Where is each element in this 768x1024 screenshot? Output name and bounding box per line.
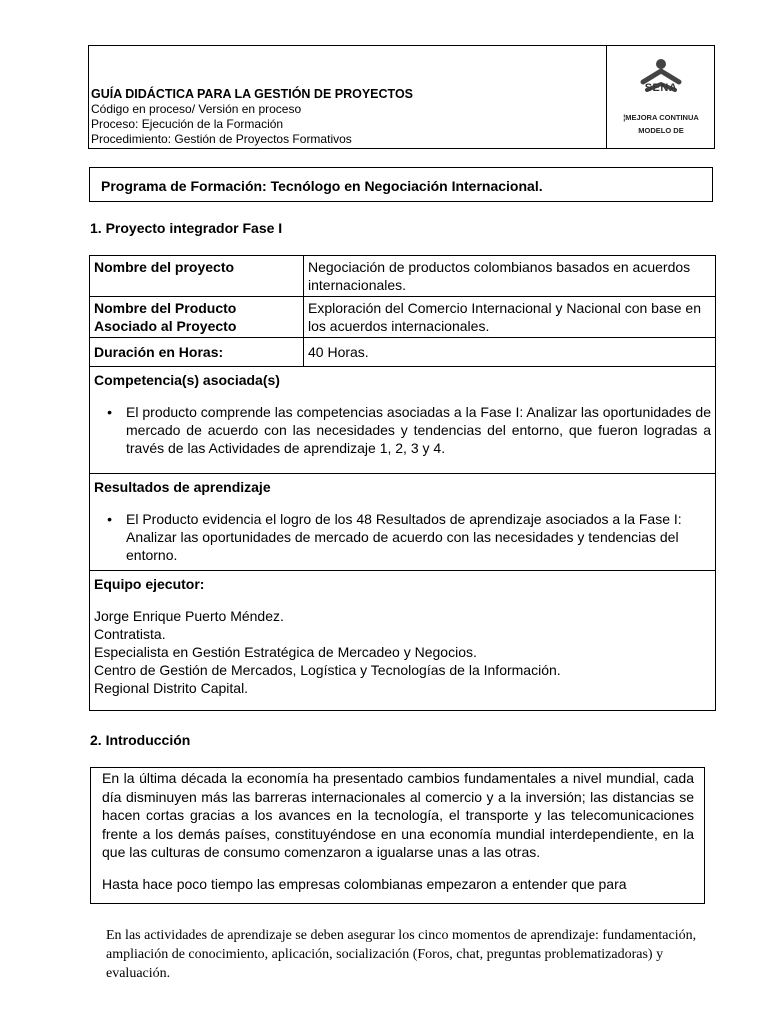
resultados-text: El Producto evidencia el logro de los 48 Resultados de aprendizaje asociados a la Fase I: Analizar las oportunidades de mercado de acuerdo con las necesidades y tendencias del entorno. (126, 511, 682, 563)
equipo-line: Contratista. (94, 626, 166, 642)
introduction-box (90, 767, 705, 904)
equipo-line: Centro de Gestión de Mercados, Logística y Tecnologías de la Información. (94, 662, 561, 678)
logo-tagline-1: ¦MEJORA CONTINUA (623, 113, 699, 122)
row-value: Negociación de productos colombianos basados en acuerdos internacionales. (304, 256, 716, 297)
resultados-cell (90, 474, 716, 571)
logo-brand: SENA (644, 82, 678, 94)
competencias-text: El producto comprende las competencias asociadas a la Fase I: Analizar las oportunidades de mercado de acuerdo con las necesidades y tendencias del entorno, que fueron logradas a través de las Actividades de aprendizaje 1, 2, 3 y 4. (126, 404, 711, 456)
document-header (88, 45, 715, 149)
table-row (90, 297, 716, 338)
intro-paragraph: En la última década la economía ha presentado cambios fundamentales a nivel mundial, cada día disminuyen más las barreras internacionales al comercio y a la inversión; las distancias se hacen cortas gracias a los avances en la tecnología, el transporte y las telecomunicaciones frente a los demás países, constituyéndose en una economía mundial interdependiente, en la que las culturas de consumo comenzaron a igualarse unas a las otras. (102, 770, 694, 860)
header-line-process: Proceso: Ejecución de la Formación (91, 117, 284, 131)
intro-paragraph: Hasta hace poco tiempo las empresas colombianas empezaron a entender que para (102, 875, 627, 892)
equipo-cell (90, 571, 716, 711)
equipo-line: Regional Distrito Capital. (94, 680, 249, 696)
program-box: Programa de Formación: Tecnólogo en Negociación Internacional. (89, 167, 713, 202)
document-title: GUÍA DIDÁCTICA PARA LA GESTIÓN DE PROYECTOS (91, 87, 414, 101)
section-2-heading: 2. Introducción (90, 732, 191, 748)
equipo-list (94, 607, 711, 697)
row-label: Nombre del proyecto (90, 256, 304, 297)
bullet-icon: • (107, 404, 112, 420)
competencias-title: Competencia(s) asociada(s) (94, 372, 280, 388)
header-line-procedure: Procedimiento: Gestión de Proyectos Formativos (91, 132, 352, 146)
header-text (91, 87, 413, 147)
project-table (89, 255, 716, 711)
row-value: 40 Horas. (304, 338, 716, 367)
row-label: Nombre del Producto Asociado al Proyecto (90, 297, 304, 338)
bullet-icon: • (107, 511, 112, 527)
section-1-heading: 1. Proyecto integrador Fase I (90, 220, 283, 236)
equipo-line: Especialista en Gestión Estratégica de Mercadeo y Negocios. (94, 644, 477, 660)
table-row (90, 338, 716, 367)
resultados-title: Resultados de aprendizaje (94, 479, 271, 495)
row-value: Exploración del Comercio Internacional y Nacional con base en los acuerdos internacionales. (304, 297, 716, 338)
equipo-line: Jorge Enrique Puerto Méndez. (94, 608, 284, 624)
competencias-cell (90, 367, 716, 474)
learning-note: En las actividades de aprendizaje se deben asegurar los cinco momentos de aprendizaje: fundamentación, ampliación de conocimiento, aplicación, socialización (Foros, chat, preguntas problematizadoras) y evaluación. (106, 928, 697, 981)
list-item (94, 510, 711, 564)
header-line-code: Código en proceso/ Versión en proceso (91, 102, 302, 116)
sena-logo (607, 46, 715, 148)
table-row (90, 474, 716, 571)
equipo-title: Equipo ejecutor: (94, 576, 205, 592)
logo-tagline-2: MODELO DE (638, 126, 684, 135)
list-item (94, 403, 711, 457)
table-row (90, 367, 716, 474)
row-label: Duración en Horas: (90, 338, 304, 367)
table-row (90, 256, 716, 297)
table-row (90, 571, 716, 711)
